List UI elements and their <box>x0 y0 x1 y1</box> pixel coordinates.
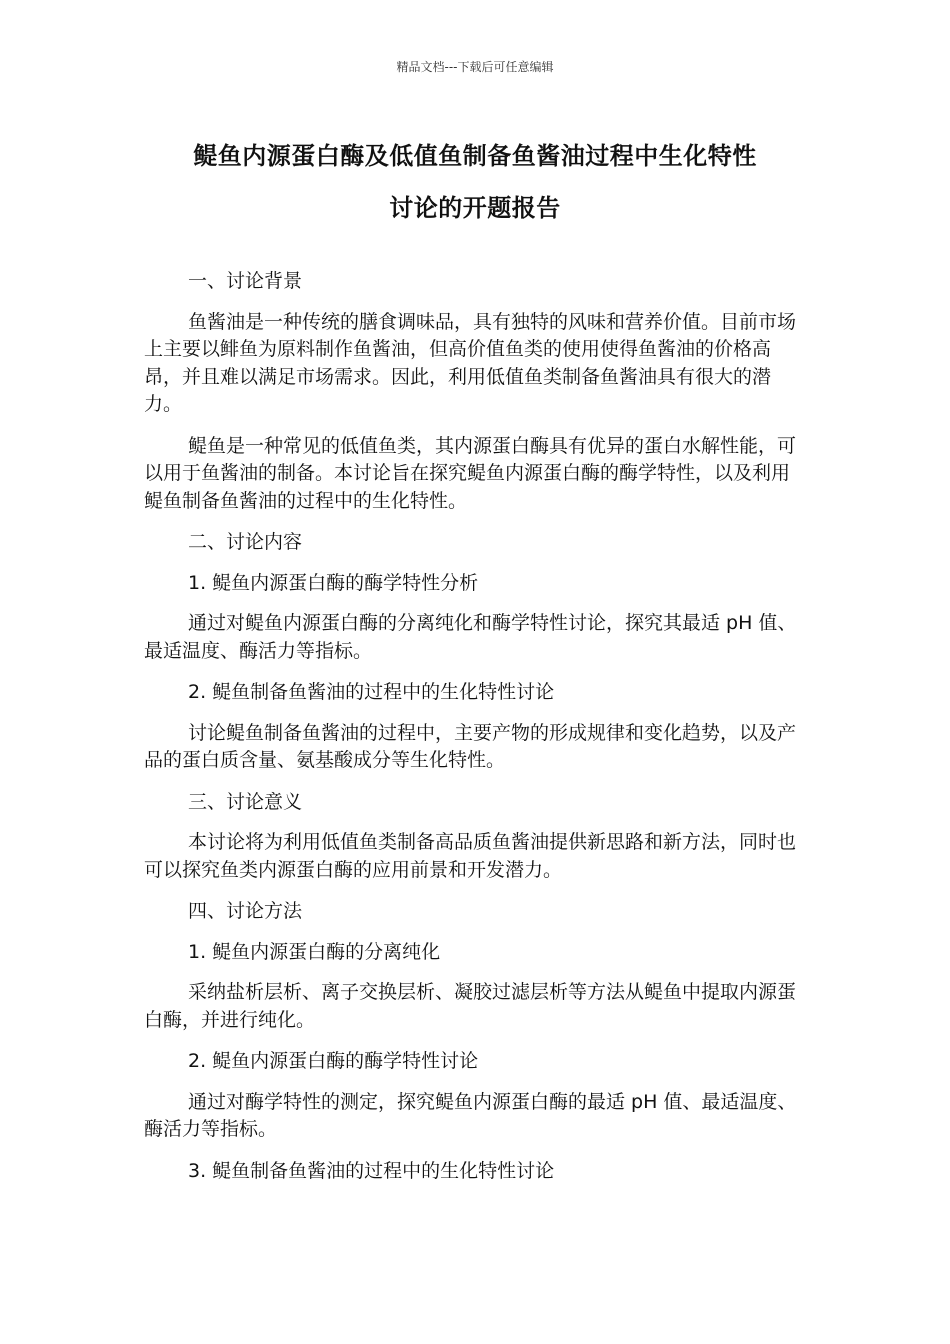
section-heading-significance: 三、讨论意义 <box>188 790 303 813</box>
document-body <box>144 268 808 1198</box>
subheading: 2. 鳀鱼内源蛋白酶的酶学特性讨论 <box>188 1050 479 1072</box>
paragraph: 鳀鱼是一种常见的低值鱼类，其内源蛋白酶具有优异的蛋白水解性能，可以用于鱼酱油的制备。本讨论旨在探究鳀鱼内源蛋白酶的酶学特性，以及利用鳀鱼制备鱼酱油的过程中的生化特性。 <box>144 434 797 512</box>
paragraph: 鱼酱油是一种传统的膳食调味品，具有独特的风味和营养价值。目前市场上主要以鲱鱼为原料制作鱼酱油，但高价值鱼类的使用使得鱼酱油的价格高昂，并且难以满足市场需求。因此，利用低值鱼类制备鱼酱油具有很大的潜力。 <box>144 310 797 415</box>
title-line-1: 鳀鱼内源蛋白酶及低值鱼制备鱼酱油过程中生化特性 <box>193 142 757 170</box>
section-heading-content: 二、讨论内容 <box>188 531 303 553</box>
header-note: 精品文档---下载后可任意编辑 <box>396 60 554 74</box>
subheading: 1. 鳀鱼内源蛋白酶的酶学特性分析 <box>188 571 479 594</box>
subheading: 1. 鳀鱼内源蛋白酶的分离纯化 <box>188 940 441 963</box>
subheading: 3. 鳀鱼制备鱼酱油的过程中的生化特性讨论 <box>188 1159 555 1182</box>
subheading: 2. 鳀鱼制备鱼酱油的过程中的生化特性讨论 <box>188 681 555 703</box>
paragraph: 讨论鳀鱼制备鱼酱油的过程中，主要产物的形成规律和变化趋势，以及产品的蛋白质含量、氨基酸成分等生化特性。 <box>144 721 797 771</box>
paragraph: 通过对酶学特性的测定，探究鳀鱼内源蛋白酶的最适 pH 值、最适温度、酶活力等指标。 <box>144 1090 797 1140</box>
title-line-2: 讨论的开题报告 <box>389 194 561 222</box>
paragraph: 本讨论将为利用低值鱼类制备高品质鱼酱油提供新思路和新方法，同时也可以探究鱼类内源蛋白酶的应用前景和开发潜力。 <box>144 831 797 881</box>
document-title <box>140 130 810 234</box>
section-heading-methods: 四、讨论方法 <box>188 900 303 922</box>
paragraph: 采纳盐析层析、离子交换层析、凝胶过滤层析等方法从鳀鱼中提取内源蛋白酶，并进行纯化。 <box>144 981 797 1031</box>
paragraph: 通过对鳀鱼内源蛋白酶的分离纯化和酶学特性讨论，探究其最适 pH 值、最适温度、酶活力等指标。 <box>144 612 797 662</box>
section-heading-background: 一、讨论背景 <box>188 270 303 292</box>
